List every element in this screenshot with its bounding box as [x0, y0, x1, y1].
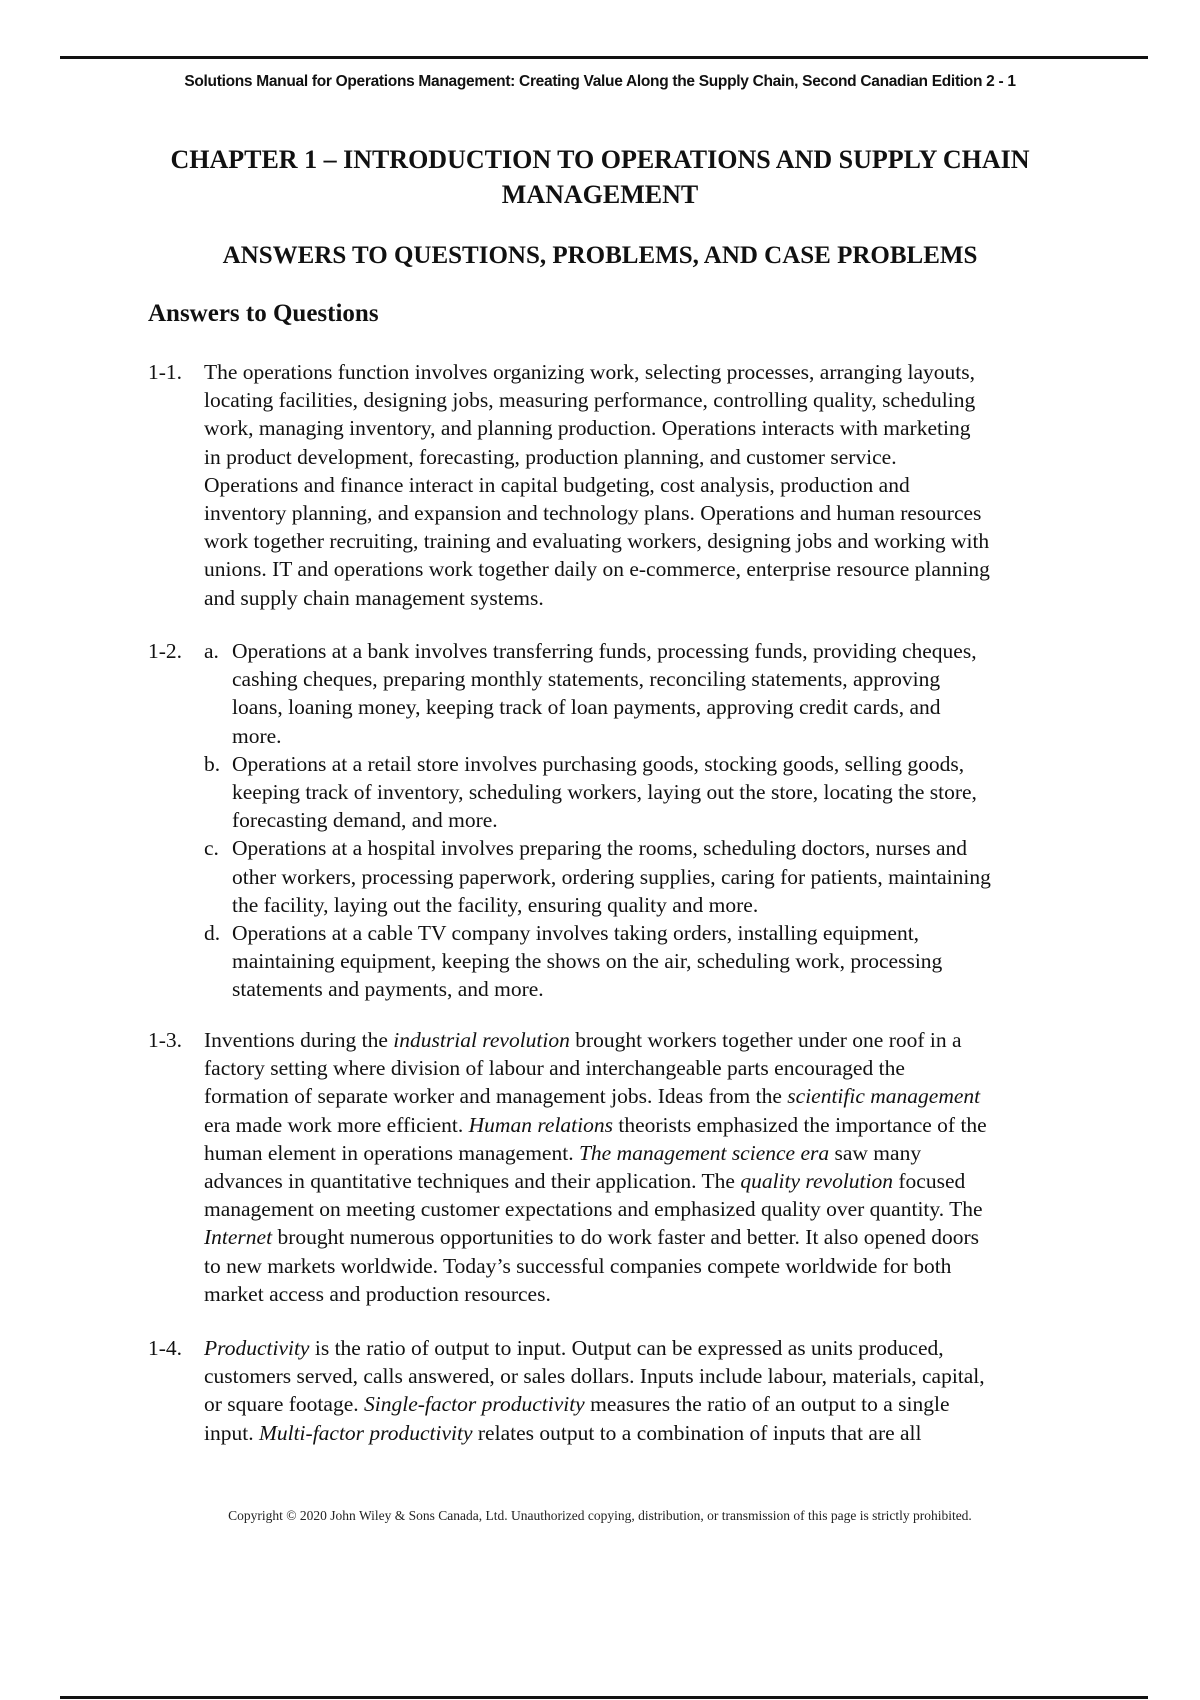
subitem-letter: a.	[204, 639, 219, 663]
text-line	[232, 947, 991, 975]
question-number: 1-2.	[148, 639, 183, 663]
text-segment: more.	[232, 723, 282, 748]
text-line	[204, 1054, 987, 1082]
text-line	[204, 1167, 987, 1195]
text-line	[204, 1082, 987, 1110]
text-segment: measures the ratio of an output to a single	[584, 1392, 950, 1417]
subitem-text	[232, 834, 991, 919]
subsection-title: Answers to Questions	[148, 300, 379, 327]
text-line	[204, 471, 990, 499]
answer-body	[204, 358, 990, 612]
text-segment: maintaining equipment, keeping the shows on the air, scheduling work, processing	[232, 949, 943, 974]
text-segment: theorists emphasized the importance of the	[612, 1112, 987, 1137]
top-rule	[60, 56, 1148, 59]
text-line	[232, 722, 991, 750]
text-line	[204, 1252, 987, 1280]
answer-subitem	[204, 750, 991, 835]
text-segment: formation of separate worker and management jobs. Ideas from the	[204, 1084, 788, 1109]
text-line	[204, 443, 990, 471]
text-segment: market access and production resources.	[204, 1281, 551, 1306]
answer-subitem	[204, 919, 991, 1004]
text-segment: is the ratio of output to input. Output can be expressed as units produced,	[309, 1336, 944, 1360]
text-line	[232, 919, 991, 947]
text-segment: brought numerous opportunities to do work faster and better. It also opened doors	[272, 1225, 980, 1250]
section-title: ANSWERS TO QUESTIONS, PROBLEMS, AND CASE PROBLEMS	[222, 242, 978, 269]
subitem-letter: c.	[204, 836, 219, 861]
text-line	[232, 975, 991, 1003]
text-segment: brought workers together under one roof in a	[569, 1028, 962, 1052]
italic-term: Productivity	[204, 1336, 310, 1360]
text-line	[232, 693, 991, 721]
subitem-letter: d.	[204, 920, 221, 945]
text-line	[204, 555, 990, 583]
italic-term: scientific management	[787, 1084, 981, 1109]
text-line	[232, 806, 991, 834]
question-number: 1-1.	[148, 360, 183, 384]
subitem-text	[232, 637, 991, 750]
text-segment: Operations at a cable TV company involves taking orders, installing equipment,	[232, 920, 920, 945]
text-line	[204, 1026, 987, 1054]
text-segment: focused	[893, 1168, 966, 1193]
text-segment: human element in operations management.	[204, 1140, 579, 1165]
text-line	[204, 386, 990, 414]
text-line	[204, 1223, 987, 1251]
text-line	[232, 863, 991, 891]
text-line	[204, 1280, 987, 1308]
text-segment: work together recruiting, training and evaluating workers, designing jobs and working with	[204, 529, 990, 554]
text-line	[204, 358, 990, 386]
chapter-title-line-1: CHAPTER 1 – INTRODUCTION TO OPERATIONS AND SUPPLY CHAIN	[170, 145, 1030, 174]
question-number: 1-4.	[148, 1336, 183, 1360]
text-segment: and supply chain management systems.	[204, 585, 544, 610]
text-line	[204, 1419, 985, 1447]
text-segment: Inventions during the	[204, 1028, 394, 1052]
text-segment: Operations at a retail store involves purchasing goods, stocking goods, selling goods,	[232, 751, 965, 776]
text-line	[204, 1390, 985, 1418]
text-segment: saw many	[829, 1140, 922, 1165]
italic-term: The management science era	[578, 1140, 830, 1165]
text-segment: the facility, laying out the facility, ensuring quality and more.	[232, 892, 759, 917]
subitem-text	[232, 750, 991, 835]
question-number: 1-3.	[148, 1028, 183, 1052]
running-head: Solutions Manual for Operations Management: Creating Value Along the Supply Chain, Second Canadian Edition 2 - 1	[184, 73, 1016, 90]
text-segment: unions. IT and operations work together daily on e-commerce, enterprise resource planning	[204, 557, 990, 582]
text-segment: management on meeting customer expectations and emphasized quality over quantity. The	[204, 1197, 983, 1222]
text-line	[204, 1334, 985, 1362]
text-segment: other workers, processing paperwork, ordering supplies, caring for patients, maintaining	[232, 864, 991, 889]
text-segment: or square footage.	[204, 1392, 364, 1417]
answer-body	[204, 637, 991, 1003]
italic-term: quality revolution	[740, 1168, 893, 1193]
text-line	[232, 778, 991, 806]
text-segment: keeping track of inventory, scheduling workers, laying out the store, locating the store,	[232, 779, 977, 804]
text-segment: locating facilities, designing jobs, measuring performance, controlling quality, scheduling	[204, 388, 976, 413]
text-line	[204, 1111, 987, 1139]
text-segment: relates output to a combination of inputs that are all	[472, 1420, 922, 1445]
text-segment: customers served, calls answered, or sales dollars. Inputs include labour, materials, capital,	[204, 1364, 985, 1389]
answer-subitem	[204, 834, 991, 919]
text-line	[204, 527, 990, 555]
text-line	[204, 1139, 987, 1167]
italic-term: Human relations	[468, 1112, 613, 1137]
copyright-footer: Copyright © 2020 John Wiley & Sons Canada, Ltd. Unauthorized copying, distribution, or transmission of this page is strictly prohibited.	[228, 1508, 972, 1523]
text-line	[232, 637, 991, 665]
italic-term: Multi-factor productivity	[258, 1420, 473, 1445]
text-segment: input.	[204, 1420, 259, 1445]
text-segment: Operations and finance interact in capital budgeting, cost analysis, production and	[204, 472, 910, 497]
subitem-letter: b.	[204, 751, 221, 776]
text-segment: to new markets worldwide. Today’s successful companies compete worldwide for both	[204, 1253, 952, 1278]
italic-term: industrial revolution	[393, 1028, 570, 1052]
answer-body	[204, 1026, 987, 1308]
bottom-rule	[60, 1696, 1148, 1699]
text-segment: work, managing inventory, and planning production. Operations interacts with marketing	[204, 416, 971, 441]
subitem-text	[232, 919, 991, 1004]
text-line	[232, 834, 991, 862]
chapter-title-line-2: MANAGEMENT	[501, 180, 699, 209]
text-segment: era made work more efficient.	[204, 1112, 469, 1137]
text-segment: Operations at a hospital involves preparing the rooms, scheduling doctors, nurses and	[232, 836, 968, 861]
text-segment: The operations function involves organizing work, selecting processes, arranging layouts,	[204, 360, 976, 384]
answer-body	[204, 1334, 985, 1447]
text-segment: forecasting demand, and more.	[232, 808, 498, 833]
text-segment: inventory planning, and expansion and technology plans. Operations and human resources	[204, 500, 982, 525]
text-line	[204, 1195, 987, 1223]
text-segment: loans, loaning money, keeping track of loan payments, approving credit cards, and	[232, 695, 941, 720]
text-line	[204, 1362, 985, 1390]
text-line	[204, 584, 990, 612]
text-line	[232, 665, 991, 693]
text-segment: Operations at a bank involves transferring funds, processing funds, providing cheques,	[232, 639, 977, 663]
text-line	[232, 891, 991, 919]
answer-subitem	[204, 637, 991, 750]
text-segment: in product development, forecasting, production planning, and customer service.	[204, 444, 897, 469]
italic-term: Internet	[204, 1225, 273, 1250]
text-line	[232, 750, 991, 778]
text-line	[204, 499, 990, 527]
text-segment: statements and payments, and more.	[232, 977, 544, 1002]
text-segment: cashing cheques, preparing monthly statements, reconciling statements, approving	[232, 667, 941, 692]
text-segment: factory setting where division of labour and interchangeable parts encouraged the	[204, 1056, 905, 1081]
text-segment: advances in quantitative techniques and their application. The	[204, 1168, 741, 1193]
text-line	[204, 414, 990, 442]
italic-term: Single-factor productivity	[364, 1392, 585, 1417]
